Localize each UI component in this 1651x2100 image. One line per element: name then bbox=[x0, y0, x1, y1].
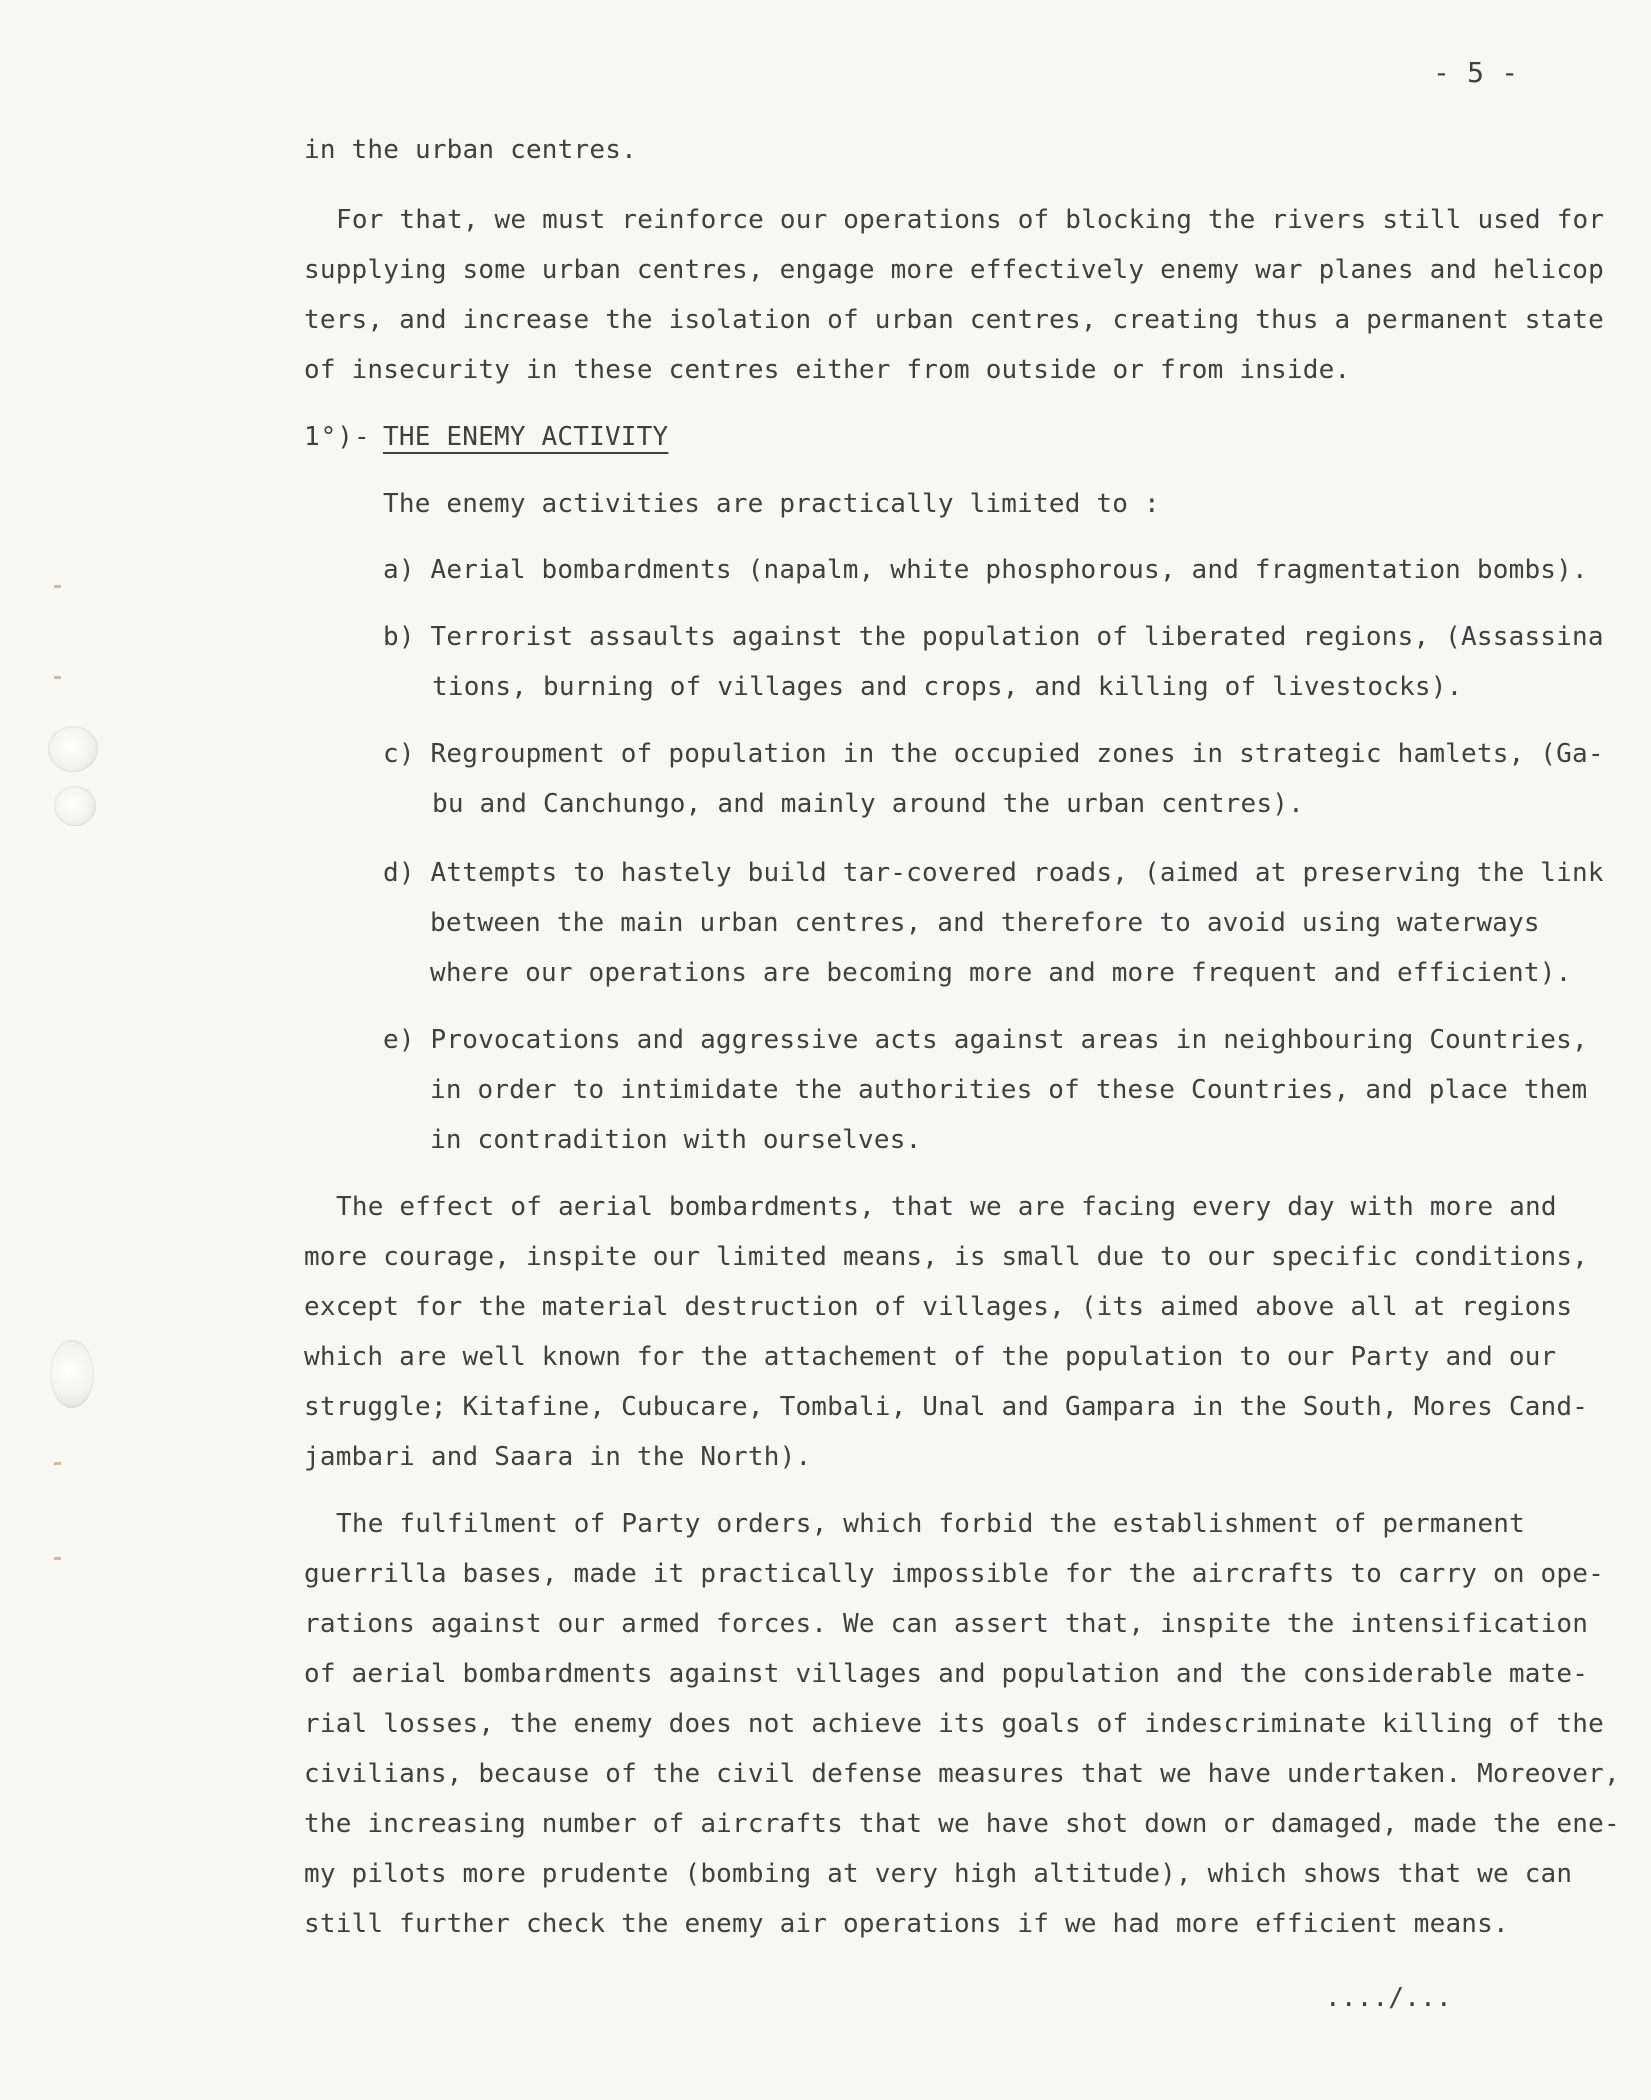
text-line: struggle; Kitafine, Cubucare, Tombali, Unal and Gampara in the South, Mores Cand- bbox=[304, 1392, 1589, 1422]
list-item-b: b) Terrorist assaults against the population of liberated regions, (Assassina bbox=[383, 622, 1604, 652]
punch-hole bbox=[50, 1340, 94, 1408]
list-item-e: e) Provocations and aggressive acts against areas in neighbouring Countries, bbox=[383, 1025, 1588, 1055]
text-line: in order to intimidate the authorities of these Countries, and place them bbox=[430, 1075, 1588, 1105]
punch-hole bbox=[48, 726, 98, 772]
text-line: except for the material destruction of villages, (its aimed above all at regions bbox=[304, 1292, 1573, 1322]
section-number: 1°)- bbox=[304, 422, 371, 452]
text-line: which are well known for the attachement of the population to our Party and our bbox=[304, 1342, 1557, 1372]
margin-mark bbox=[54, 585, 61, 588]
text-line: bu and Canchungo, and mainly around the urban centres). bbox=[432, 789, 1304, 819]
text-line: ters, and increase the isolation of urban centres, creating thus a permanent state bbox=[304, 305, 1604, 335]
text-line: where our operations are becoming more and more frequent and efficient). bbox=[430, 958, 1572, 988]
text-line: between the main urban centres, and therefore to avoid using waterways bbox=[430, 908, 1540, 938]
text-line: more courage, inspite our limited means, is small due to our specific conditions, bbox=[304, 1242, 1589, 1272]
text-line: supplying some urban centres, engage more effectively enemy war planes and helicop bbox=[304, 255, 1604, 285]
text-line: guerrilla bases, made it practically impossible for the aircrafts to carry on ope- bbox=[304, 1559, 1604, 1589]
text-line: rations against our armed forces. We can assert that, inspite the intensification bbox=[304, 1609, 1589, 1639]
text-line: The enemy activities are practically limited to : bbox=[383, 489, 1160, 519]
margin-mark bbox=[54, 1557, 61, 1560]
text-line: rial losses, the enemy does not achieve its goals of indescriminate killing of the bbox=[304, 1709, 1604, 1739]
list-item-a: a) Aerial bombardments (napalm, white phosphorous, and fragmentation bombs). bbox=[383, 555, 1588, 585]
section-heading: THE ENEMY ACTIVITY bbox=[383, 422, 669, 452]
margin-mark bbox=[54, 1462, 61, 1465]
punch-hole bbox=[54, 786, 96, 826]
list-item-c: c) Regroupment of population in the occupied zones in strategic hamlets, (Ga- bbox=[383, 739, 1604, 769]
text-line: The effect of aerial bombardments, that we are facing every day with more and bbox=[336, 1192, 1557, 1222]
text-line: civilians, because of the civil defense measures that we have undertaken. Moreover, bbox=[304, 1759, 1620, 1789]
text-line: The fulfilment of Party orders, which forbid the establishment of permanent bbox=[336, 1509, 1525, 1539]
text-line: tions, burning of villages and crops, and killing of livestocks). bbox=[432, 672, 1463, 702]
text-line: of insecurity in these centres either from outside or from inside. bbox=[304, 355, 1351, 385]
page-number: - 5 - bbox=[1433, 56, 1519, 89]
continuation-mark: ..../... bbox=[1325, 1983, 1452, 2013]
margin-mark bbox=[54, 676, 61, 679]
text-line: in the urban centres. bbox=[304, 135, 637, 165]
text-line: of aerial bombardments against villages and population and the considerable mate- bbox=[304, 1659, 1589, 1689]
text-line: For that, we must reinforce our operations of blocking the rivers still used for bbox=[336, 205, 1605, 235]
text-line: the increasing number of aircrafts that we have shot down or damaged, made the ene- bbox=[304, 1809, 1620, 1839]
text-line: my pilots more prudente (bombing at very high altitude), which shows that we can bbox=[304, 1859, 1573, 1889]
text-line: jambari and Saara in the North). bbox=[304, 1442, 812, 1472]
text-line: in contradition with ourselves. bbox=[430, 1125, 922, 1155]
list-item-d: d) Attempts to hastely build tar-covered roads, (aimed at preserving the link bbox=[383, 858, 1604, 888]
text-line: still further check the enemy air operations if we had more efficient means. bbox=[304, 1909, 1509, 1939]
